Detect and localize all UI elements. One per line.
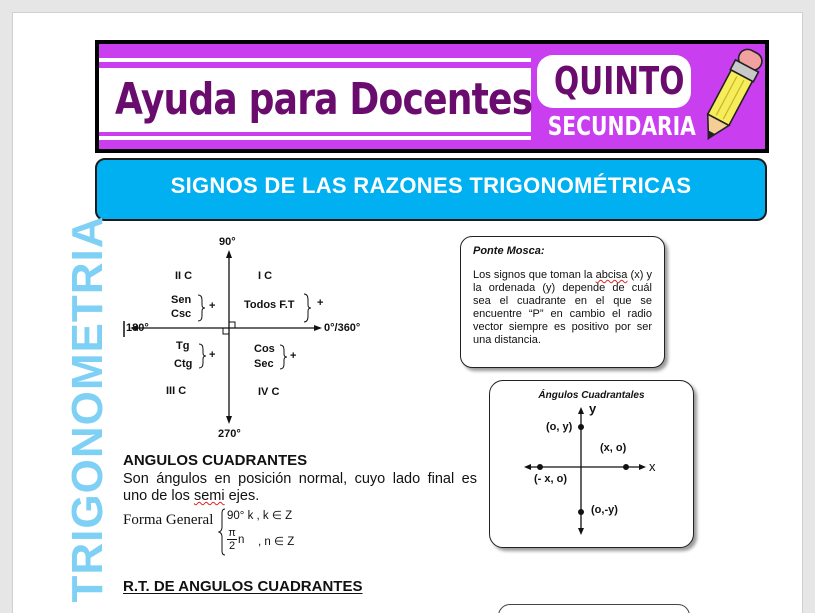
quadrantal-angles-box — [489, 380, 694, 548]
axis-label-180: 180° — [126, 322, 149, 334]
axes-graphic — [118, 232, 368, 444]
quadrant-3-function-tg: Tg — [176, 340, 190, 352]
spellcheck-word: abcisa — [595, 269, 628, 281]
tip-box — [460, 236, 665, 368]
heading-rt-angulos-cuadrantes: R.T. DE ANGULOS CUADRANTES — [123, 578, 363, 595]
point-label-x-0: (x, o) — [600, 442, 627, 454]
subject-text: TRIGONOMETRIA — [63, 215, 112, 603]
tip-title: Ponte Mosca: — [473, 245, 545, 257]
left-brace-icon — [218, 508, 226, 556]
quadrant-signs-diagram — [118, 232, 368, 444]
quadrant-2-name: II C — [175, 270, 193, 282]
quadrantal-angles-title: Ángulos Cuadrantales — [538, 390, 645, 401]
section-title: SIGNOS DE LAS RAZONES TRIGONOMÉTRICAS — [170, 173, 692, 198]
formula-variable: n — [238, 534, 245, 546]
heading-angulos-cuadrantes: ANGULOS CUADRANTES — [123, 452, 308, 469]
formula-fraction — [227, 527, 237, 552]
quadrant-2-function-sen: Sen — [171, 294, 192, 306]
point-label-neg-x-0: (- x, o) — [534, 473, 567, 485]
definition-text: Son ángulos en posición normal, cuyo lado final es uno de los — [123, 471, 477, 504]
grade-label: QUINTO — [553, 59, 685, 103]
x-axis-label: x — [649, 459, 656, 474]
banner-stripe — [99, 58, 531, 62]
tip-text: Los signos que toman la — [473, 269, 596, 281]
level-label: SECUNDARIA — [547, 112, 696, 142]
tip-body — [473, 269, 652, 347]
axis-label-0-360: 0°/360° — [324, 322, 361, 334]
forma-general-label: Forma General — [123, 512, 214, 528]
quadrant-2-sign: + — [209, 300, 216, 312]
quadrant-4-sign: + — [290, 350, 297, 362]
section-title-bar — [95, 158, 767, 221]
tip-text: (x) y la ordenada (y) depende de cuál sea el cuadrante en el que se encuentre “P” en cambio el radio vector siempre es positivo por ser una distancia. — [473, 269, 652, 346]
point-label-0-y: (o, y) — [546, 421, 573, 433]
quadrant-4-function-cos: Cos — [254, 343, 275, 355]
fraction-numerator: π — [228, 527, 236, 539]
axis-label-270: 270° — [218, 428, 241, 440]
quadrant-4-function-sec: Sec — [254, 358, 274, 370]
quadrant-1-functions: Todos F.T — [244, 299, 295, 311]
quadrant-3-function-ctg: Ctg — [174, 358, 193, 370]
y-axis-label: y — [589, 401, 597, 416]
quadrant-3-name: III C — [166, 385, 187, 397]
fraction-denominator: 2 — [228, 540, 236, 552]
next-box-partial — [498, 604, 690, 613]
quadrant-1-name: I C — [258, 270, 273, 282]
banner-title: Ayuda para Docentes — [115, 74, 533, 125]
paragraph-definition — [123, 471, 477, 505]
side-subject-label — [63, 215, 112, 603]
point-label-0-neg-y: (o,-y) — [591, 504, 618, 516]
pencil-icon — [697, 44, 765, 149]
spellcheck-word: semi — [193, 488, 225, 504]
banner-stripe — [99, 136, 531, 140]
axis-label-90: 90° — [219, 236, 236, 248]
header-banner — [95, 40, 769, 153]
quadrant-4-name: IV C — [258, 386, 280, 398]
formula-degrees: 90° k , k ∈ Z — [227, 510, 293, 522]
quadrant-1-sign: + — [317, 297, 324, 309]
definition-text: ejes. — [224, 488, 260, 504]
quadrant-2-function-csc: Csc — [171, 308, 192, 320]
quadrant-3-sign: + — [209, 349, 216, 361]
formula-condition: , n ∈ Z — [258, 536, 295, 548]
